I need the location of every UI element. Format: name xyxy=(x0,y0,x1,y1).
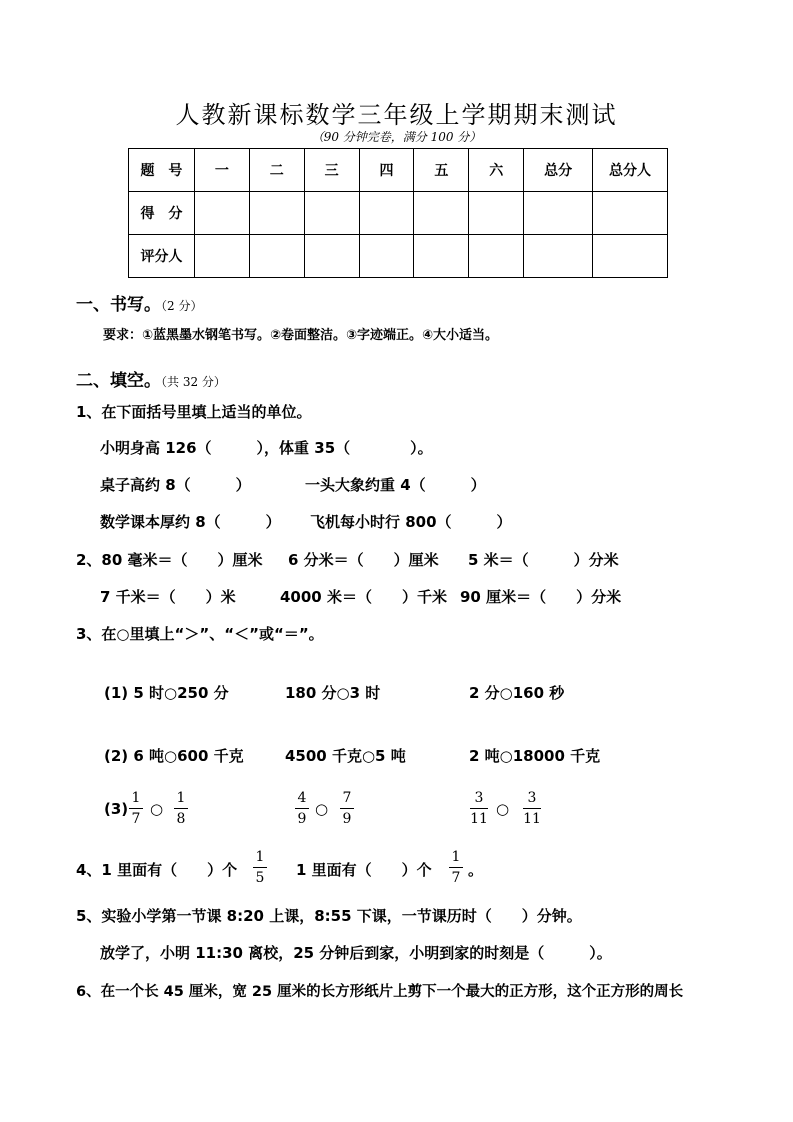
score-header-cell: 总分人 xyxy=(593,149,668,192)
q6-line-1: 6、在一个长 45 厘米，宽 25 厘米的长方形纸片上剪下一个最大的正方形，这个正方形的周长 xyxy=(76,984,684,1000)
q2-item-a: 2、80 毫米＝（ ）厘米 xyxy=(76,551,263,569)
score-cell[interactable] xyxy=(304,192,359,235)
fraction xyxy=(521,789,543,828)
section-2-points: （共 32 分） xyxy=(161,375,226,389)
score-header-cell: 总分 xyxy=(524,149,593,192)
q3-stem: 3、在○里填上“＞”、“＜”或“＝”。 xyxy=(76,625,324,643)
q1-line-3a: 数学课本厚约 8（ ） xyxy=(100,513,281,531)
fraction-numerator: 1 xyxy=(255,849,265,865)
score-header-cell: 一 xyxy=(194,149,249,192)
q2-item-c: 5 米＝（ ）分米 xyxy=(468,551,619,569)
q1-line-1: 小明身高 126（ ），体重 35（ ）。 xyxy=(100,439,433,457)
q3-r1-b: 180 分○3 时 xyxy=(285,684,381,702)
q4-part-1: 4、1 里面有（ ）个 xyxy=(76,861,238,879)
fraction-numerator: 1 xyxy=(451,849,461,865)
score-cell[interactable] xyxy=(359,235,414,278)
q2-item-d: 7 千米＝（ ）米 xyxy=(100,588,236,606)
q3-r2-a: (2) 6 吨○600 千克 xyxy=(104,747,244,765)
fraction-denominator: 7 xyxy=(131,811,141,827)
score-cell[interactable] xyxy=(249,235,304,278)
q2-item-e: 4000 米＝（ ）千米 xyxy=(280,588,447,606)
section-1-points: （2 分） xyxy=(161,299,203,313)
score-header-cell: 三 xyxy=(304,149,359,192)
fraction-numerator: 1 xyxy=(131,790,141,806)
fraction-bar xyxy=(253,867,267,868)
q2-item-b: 6 分米＝（ ）厘米 xyxy=(288,551,439,569)
fraction-bar xyxy=(174,808,188,809)
fraction xyxy=(468,789,490,828)
score-header-cell: 题 号 xyxy=(129,149,195,192)
q2-item-f: 90 厘米＝（ ）分米 xyxy=(460,588,622,606)
fraction-bar xyxy=(295,808,309,809)
score-cell[interactable] xyxy=(524,235,593,278)
score-table-header-row xyxy=(129,149,668,192)
score-table-row xyxy=(129,192,668,235)
score-row-label: 得 分 xyxy=(129,192,195,235)
fraction-numerator: 7 xyxy=(342,790,352,806)
fraction-bar xyxy=(340,808,354,809)
q1-stem: 1、在下面括号里填上适当的单位。 xyxy=(76,403,312,421)
score-table xyxy=(128,148,668,278)
score-cell[interactable] xyxy=(469,235,524,278)
score-table-row xyxy=(129,235,668,278)
q3-r1-a: (1) 5 时○250 分 xyxy=(104,684,229,702)
fraction xyxy=(251,848,269,887)
page-subtitle: （90 分钟完卷，满分 100 分） xyxy=(311,130,482,144)
score-cell[interactable] xyxy=(469,192,524,235)
score-header-cell: 五 xyxy=(414,149,469,192)
fraction-denominator: 9 xyxy=(297,811,307,827)
score-header-cell: 二 xyxy=(249,149,304,192)
compare-circle[interactable]: ○ xyxy=(150,800,164,818)
q4-part-2: 1 里面有（ ）个 xyxy=(296,861,432,879)
q3-r3-label: (3) xyxy=(104,800,129,818)
q3-r1-c: 2 分○160 秒 xyxy=(469,684,565,702)
score-cell[interactable] xyxy=(593,235,668,278)
q1-line-3b: 飞机每小时行 800（ ） xyxy=(310,513,512,531)
fraction-bar xyxy=(523,808,541,809)
fraction-denominator: 11 xyxy=(523,811,541,827)
score-cell[interactable] xyxy=(304,235,359,278)
score-cell[interactable] xyxy=(194,192,249,235)
fraction xyxy=(127,789,145,828)
fraction-denominator: 5 xyxy=(255,870,265,886)
fraction xyxy=(172,789,190,828)
q5-line-2: 放学了，小明 11:30 离校，25 分钟后到家，小明到家的时刻是（ ）。 xyxy=(100,944,612,962)
q1-line-2b: 一头大象约重 4（ ） xyxy=(305,476,486,494)
fraction-numerator: 1 xyxy=(176,790,186,806)
section-2-heading xyxy=(76,366,226,391)
fraction-bar xyxy=(129,808,143,809)
q5-line-1: 5、实验小学第一节课 8:20 上课，8:55 下课，一节课历时（ ）分钟。 xyxy=(76,907,582,925)
fraction-denominator: 8 xyxy=(176,811,186,827)
fraction-numerator: 3 xyxy=(474,790,484,806)
fraction-numerator: 3 xyxy=(527,790,537,806)
q4-end: 。 xyxy=(468,861,484,879)
q3-r2-c: 2 吨○18000 千克 xyxy=(469,747,601,765)
compare-circle[interactable]: ○ xyxy=(315,800,329,818)
fraction-bar xyxy=(470,808,488,809)
fraction-numerator: 4 xyxy=(297,790,307,806)
score-cell[interactable] xyxy=(194,235,249,278)
page-title: 人教新课标数学三年级上学期期末测试 xyxy=(175,101,618,129)
score-cell[interactable] xyxy=(414,192,469,235)
fraction-bar xyxy=(449,867,463,868)
writing-requirement: 要求：①蓝黑墨水钢笔书写。②卷面整洁。③字迹端正。④大小适当。 xyxy=(103,328,499,343)
fraction-denominator: 7 xyxy=(451,870,461,886)
score-header-cell: 四 xyxy=(359,149,414,192)
q1-line-2a: 桌子高约 8（ ） xyxy=(100,476,251,494)
q3-r2-b: 4500 千克○5 吨 xyxy=(285,747,406,765)
fraction xyxy=(447,848,465,887)
score-cell[interactable] xyxy=(593,192,668,235)
fraction xyxy=(338,789,356,828)
fraction-denominator: 11 xyxy=(470,811,488,827)
section-1-heading xyxy=(76,290,202,315)
fraction xyxy=(293,789,311,828)
score-cell[interactable] xyxy=(524,192,593,235)
compare-circle[interactable]: ○ xyxy=(496,800,510,818)
score-cell[interactable] xyxy=(249,192,304,235)
fraction-denominator: 9 xyxy=(342,811,352,827)
score-cell[interactable] xyxy=(359,192,414,235)
score-cell[interactable] xyxy=(414,235,469,278)
score-header-cell: 六 xyxy=(469,149,524,192)
section-2-title: 二、填空。 xyxy=(76,371,161,391)
section-1-title: 一、书写。 xyxy=(76,295,161,315)
score-row-label: 评分人 xyxy=(129,235,195,278)
